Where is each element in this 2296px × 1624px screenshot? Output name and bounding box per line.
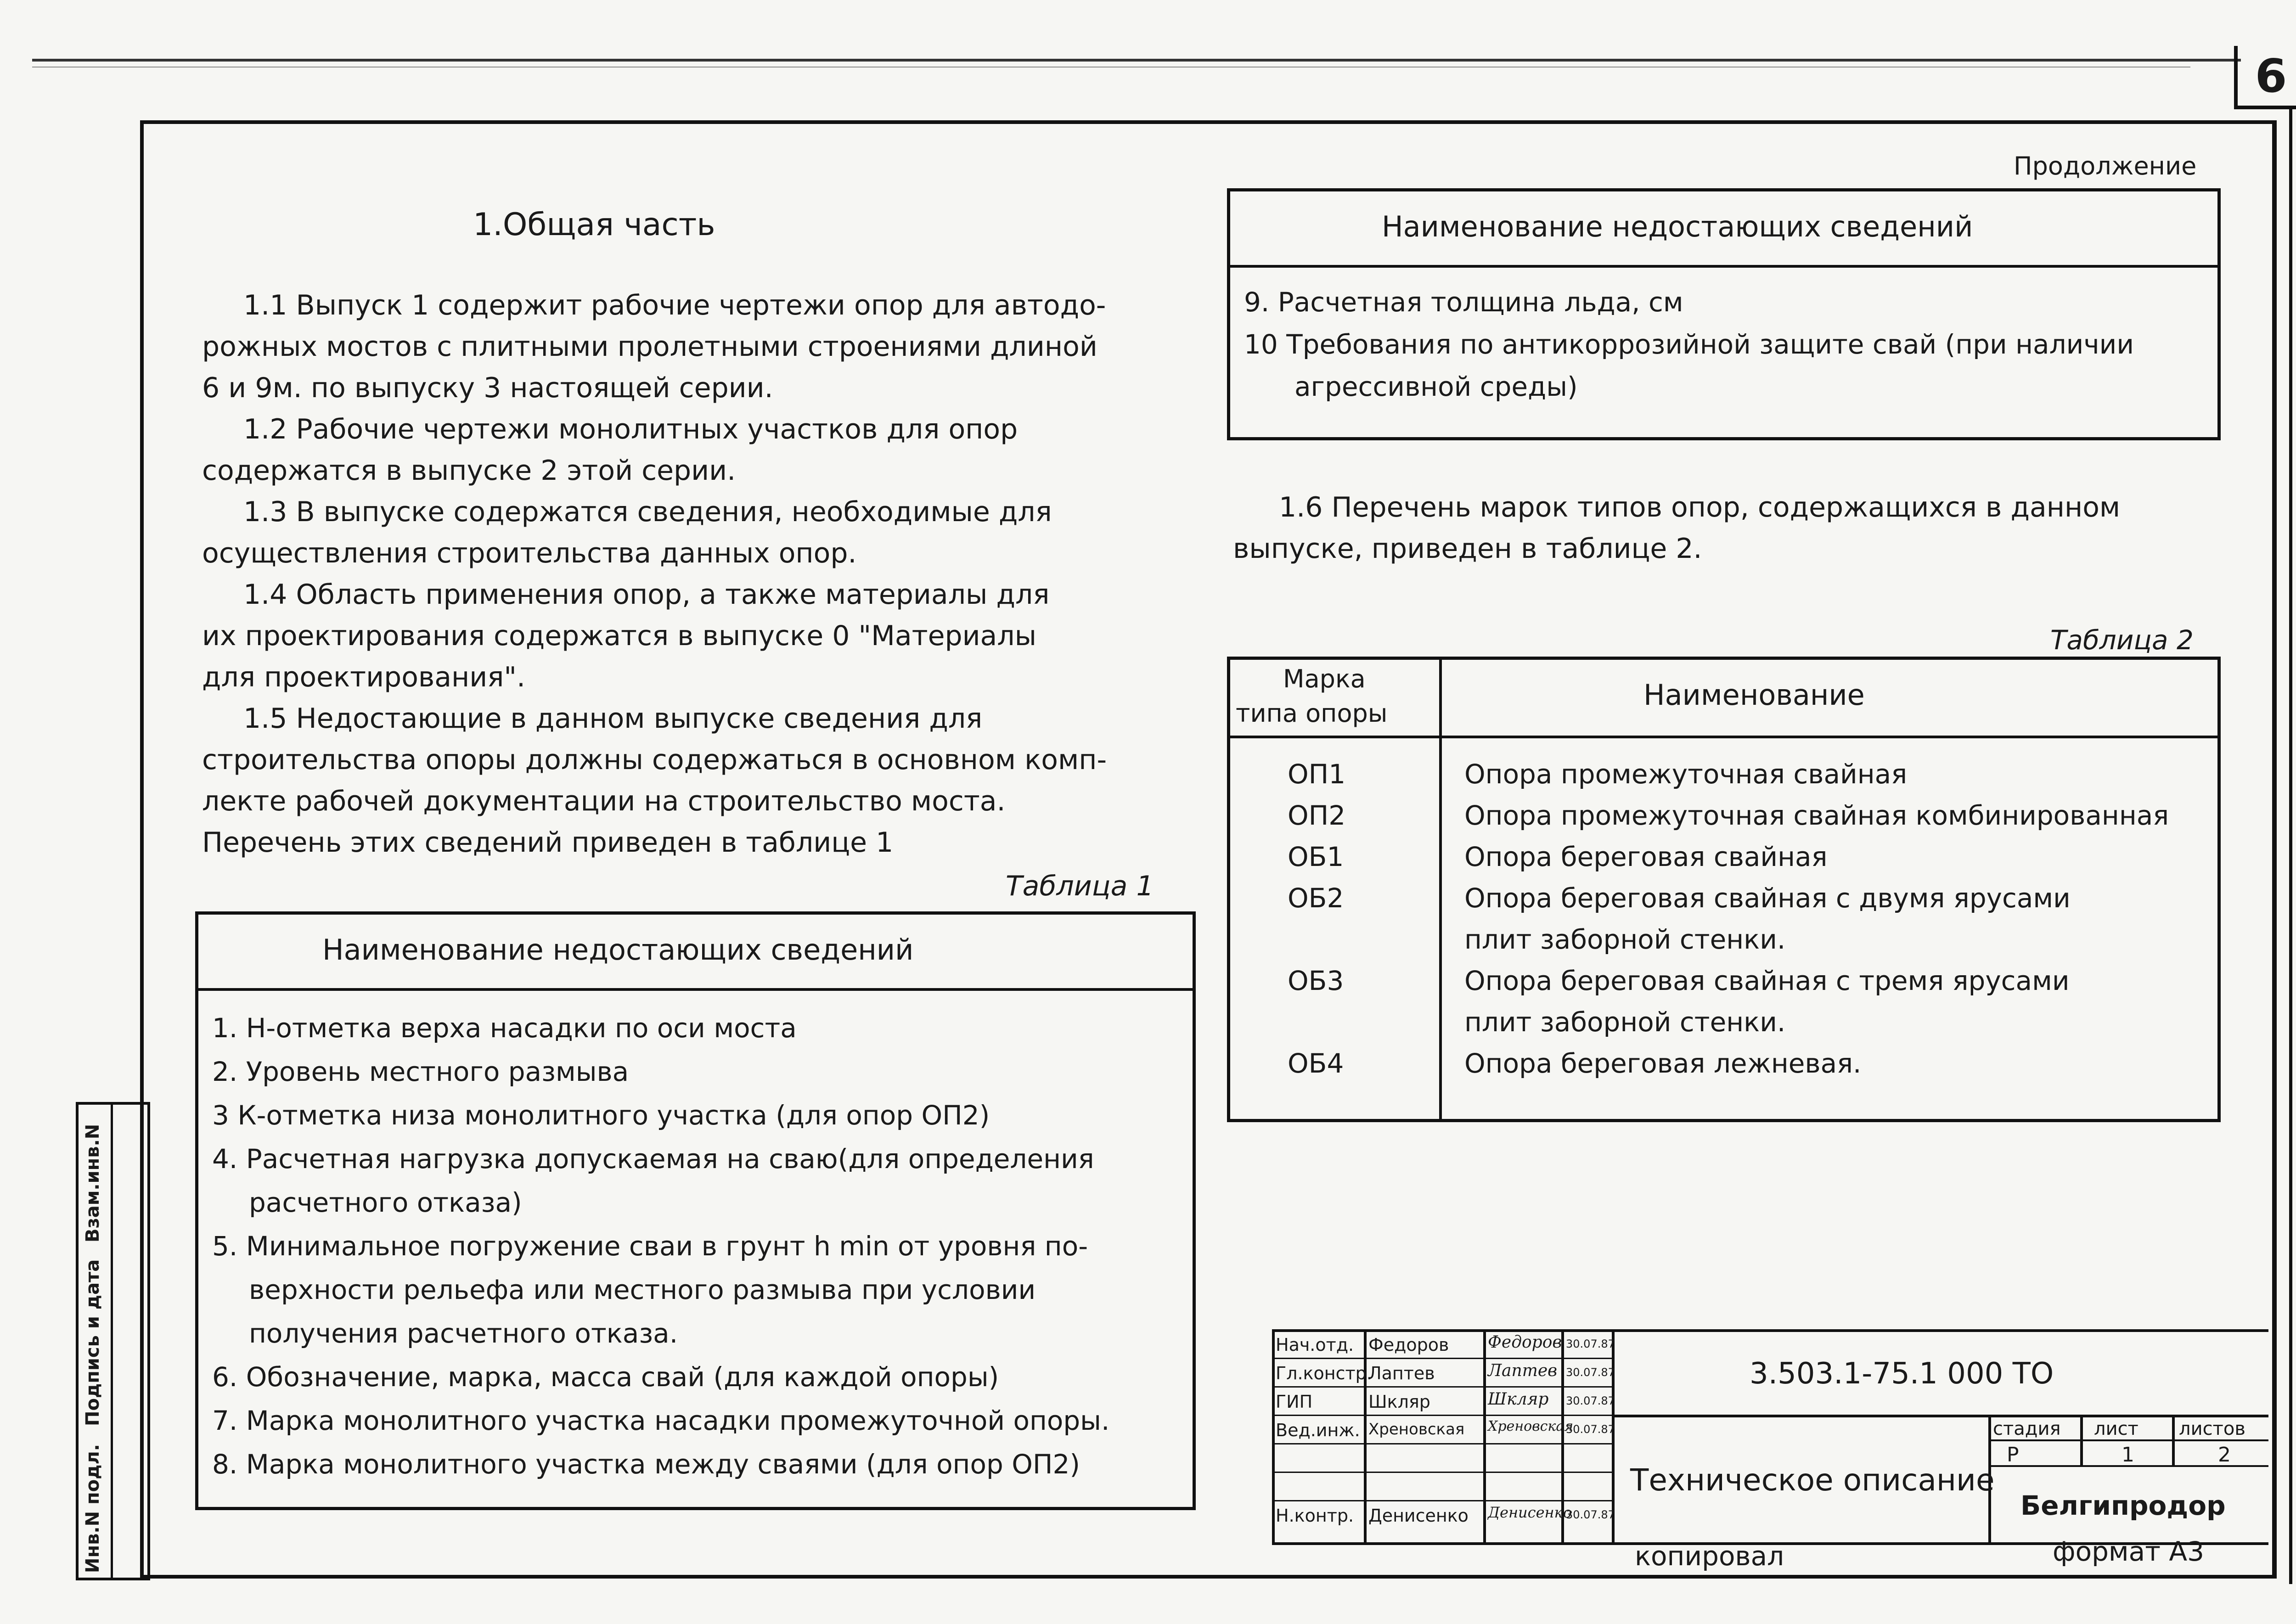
tb-date: 30.07.87 (1566, 1366, 1615, 1379)
table2-name: Опора береговая лежневая. (1464, 1048, 1862, 1079)
tb-line (2080, 1415, 2083, 1466)
tb-line (1272, 1500, 1612, 1501)
tb-role: Нач.отд. (1276, 1335, 1354, 1355)
tb-line (1483, 1329, 1486, 1545)
table2-col1-header-line2: типа опоры (1236, 699, 1388, 728)
tb-line (1988, 1439, 2268, 1441)
section1-text (202, 285, 1107, 863)
table1-header-divider (198, 988, 1193, 991)
tb-date: 30.07.87 (1566, 1508, 1615, 1521)
tb-line (1612, 1415, 2268, 1417)
table2-name: Опора промежуточная свайная (1464, 759, 1908, 790)
tb-date: 30.07.87 (1566, 1337, 1615, 1350)
tb-line (1272, 1358, 1612, 1359)
para-line: 6 и 9м. по выпуску 3 настоящей серии. (202, 372, 773, 404)
tb-stage: Р (2007, 1443, 2019, 1467)
para-line: строительства опоры должны содержаться в основном комп- (202, 744, 1107, 776)
tb-role: Гл.констр. (1276, 1363, 1372, 1383)
tb-name: Денисенко (1368, 1506, 1469, 1526)
table2-name: Опора береговая свайная с тремя ярусами (1464, 965, 2070, 996)
para-line: 1.5 Недостающие в данном выпуске сведения для (243, 702, 983, 735)
para-line: содержатся в выпуске 2 этой серии. (202, 455, 736, 487)
list-item: 10 Требования по антикоррозийной защите свай (при наличии (1244, 329, 2134, 360)
doc-title: Техническое описание (1630, 1462, 1995, 1498)
tb-signature: Лаптев (1488, 1361, 1558, 1380)
section16-text (1233, 487, 2120, 569)
tb-role: ГИП (1276, 1392, 1313, 1412)
table2-mark: ОП1 (1288, 759, 1346, 790)
tb-line (1364, 1329, 1367, 1545)
table1-caption: Таблица 1 (1006, 870, 1154, 902)
table1-continuation (1227, 188, 2221, 440)
title-block (1272, 1329, 2268, 1545)
table1 (195, 911, 1196, 1510)
tb-signature: Шкляр (1488, 1390, 1549, 1409)
para-line: лекте рабочей документации на строительство моста. (202, 785, 1006, 817)
table2-name: Опора береговая свайная (1464, 841, 1828, 872)
table2-col1-header-line1: Марка (1283, 664, 1366, 693)
tb-line (1272, 1415, 1612, 1416)
table2-name: Опора промежуточная свайная комбинированная (1464, 800, 2169, 831)
para-line: их проектирования содержатся в выпуске 0 "Материалы (202, 620, 1037, 652)
tb-signature: Хреновская (1488, 1418, 1574, 1434)
list-item: 5. Минимальное погружение сваи в грунт h min от уровня по- (212, 1231, 1088, 1262)
tb-date: 30.07.87 (1566, 1423, 1615, 1436)
table1-items (212, 1006, 1109, 1486)
side-stamp-label-zam: Взам.инв.N (82, 1124, 103, 1242)
table2-caption: Таблица 2 (2050, 624, 2194, 656)
table1-header: Наименование недостающих сведений (322, 933, 914, 967)
para-line: рожных мостов с плитными пролетными строениями длиной (202, 331, 1097, 363)
tb-sheet-label: лист (2094, 1418, 2138, 1439)
para-line: 1.6 Перечень марок типов опор, содержащихся в данном (1279, 491, 2121, 523)
doc-code: 3.503.1-75.1 000 ТО (1750, 1357, 2054, 1391)
tb-name: Федоров (1368, 1335, 1449, 1355)
tb-line (1272, 1386, 1612, 1388)
list-item: 3 К-отметка низа монолитного участка (для опор ОП2) (212, 1100, 990, 1131)
table2-mark: ОП2 (1288, 800, 1346, 831)
tb-role: Вед.инж. (1276, 1420, 1360, 1440)
list-item: агрессивной среды) (1294, 371, 1578, 402)
org-name: Белгипродор (2020, 1490, 2226, 1521)
list-item: 9. Расчетная толщина льда, см (1244, 287, 1683, 318)
tb-signature: Федоров (1488, 1333, 1562, 1352)
para-line: 1.2 Рабочие чертежи монолитных участков для опор (243, 413, 1018, 445)
right-border-line (2289, 106, 2292, 1584)
tb-stage-label: стадия (1993, 1418, 2061, 1439)
table2-mark: ОБ3 (1288, 965, 1344, 996)
para-line: Перечень этих сведений приведен в таблице 1 (202, 826, 894, 859)
tb-name: Лаптев (1368, 1363, 1435, 1383)
list-item: 4. Расчетная нагрузка допускаемая на сваю(для определения (212, 1143, 1094, 1174)
tb-role: Н.контр. (1276, 1506, 1354, 1526)
list-item: 2. Уровень местного размыва (212, 1056, 629, 1087)
table2-name: плит заборной стенки. (1464, 1006, 1786, 1038)
table2-header-divider (1230, 736, 2217, 738)
table2-mark: ОБ4 (1288, 1048, 1344, 1079)
tb-sheets-label: листов (2179, 1418, 2245, 1439)
para-line: 1.1 Выпуск 1 содержит рабочие чертежи опор для автодо- (243, 289, 1106, 321)
table2-col-divider (1439, 660, 1442, 1119)
copied-label: копировал (1635, 1540, 1784, 1572)
tb-line (2172, 1415, 2175, 1466)
table1-cont-items (1244, 281, 2134, 408)
tb-line (1272, 1443, 1612, 1444)
tb-line (1272, 1329, 2268, 1332)
tb-name: Шкляр (1368, 1392, 1430, 1412)
side-stamp-label-sign: Подпись и дата (82, 1259, 103, 1426)
list-item: верхности рельефа или местного размыва при условии (249, 1274, 1036, 1305)
table2-mark: ОБ1 (1288, 841, 1344, 872)
tb-line (1272, 1472, 1612, 1473)
side-stamp-label-inv: Инв.N подл. (82, 1444, 103, 1573)
table2-col2-header: Наименование (1643, 678, 1865, 712)
tb-name: Хреновская (1368, 1420, 1465, 1439)
list-item: расчетного отказа) (249, 1187, 522, 1218)
continuation-label: Продолжение (2014, 152, 2197, 180)
tb-signature: Денисенко (1488, 1504, 1572, 1521)
table2-mark: ОБ2 (1288, 882, 1344, 914)
para-line: 1.4 Область применения опор, а также материалы для (243, 579, 1050, 611)
top-border-line (32, 59, 2241, 62)
list-item: 7. Марка монолитного участка насадки промежуточной опоры. (212, 1405, 1110, 1436)
para-line: выпуске, приведен в таблице 2. (1233, 533, 1702, 565)
tb-line (1272, 1329, 1275, 1545)
side-stamp (76, 1102, 150, 1580)
para-line: 1.3 В выпуске содержатся сведения, необходимые для (243, 496, 1052, 528)
para-line: для проектирования". (202, 661, 526, 693)
tb-sheet: 1 (2122, 1443, 2134, 1467)
format-label: формат А3 (2053, 1536, 2204, 1567)
table1-cont-header: Наименование недостающих сведений (1382, 210, 1973, 243)
list-item: 6. Обозначение, марка, масса свай (для каждой опоры) (212, 1361, 999, 1393)
para-line: осуществления строительства данных опор. (202, 537, 857, 569)
list-item: 1. Н-отметка верха насадки по оси моста (212, 1012, 797, 1044)
list-item: получения расчетного отказа. (249, 1318, 678, 1349)
tb-date: 30.07.87 (1566, 1394, 1615, 1407)
table2-name: Опора береговая свайная с двумя ярусами (1464, 882, 2071, 914)
list-item: 8. Марка монолитного участка между сваями (для опор ОП2) (212, 1449, 1080, 1480)
table2 (1227, 657, 2221, 1122)
table1-cont-header-divider (1230, 265, 2217, 268)
tb-sheets: 2 (2218, 1443, 2231, 1467)
table2-name: плит заборной стенки. (1464, 924, 1786, 955)
page-number (2234, 46, 2296, 109)
section-heading: 1.Общая часть (473, 207, 715, 243)
page-number-text: 6 (2255, 49, 2287, 103)
